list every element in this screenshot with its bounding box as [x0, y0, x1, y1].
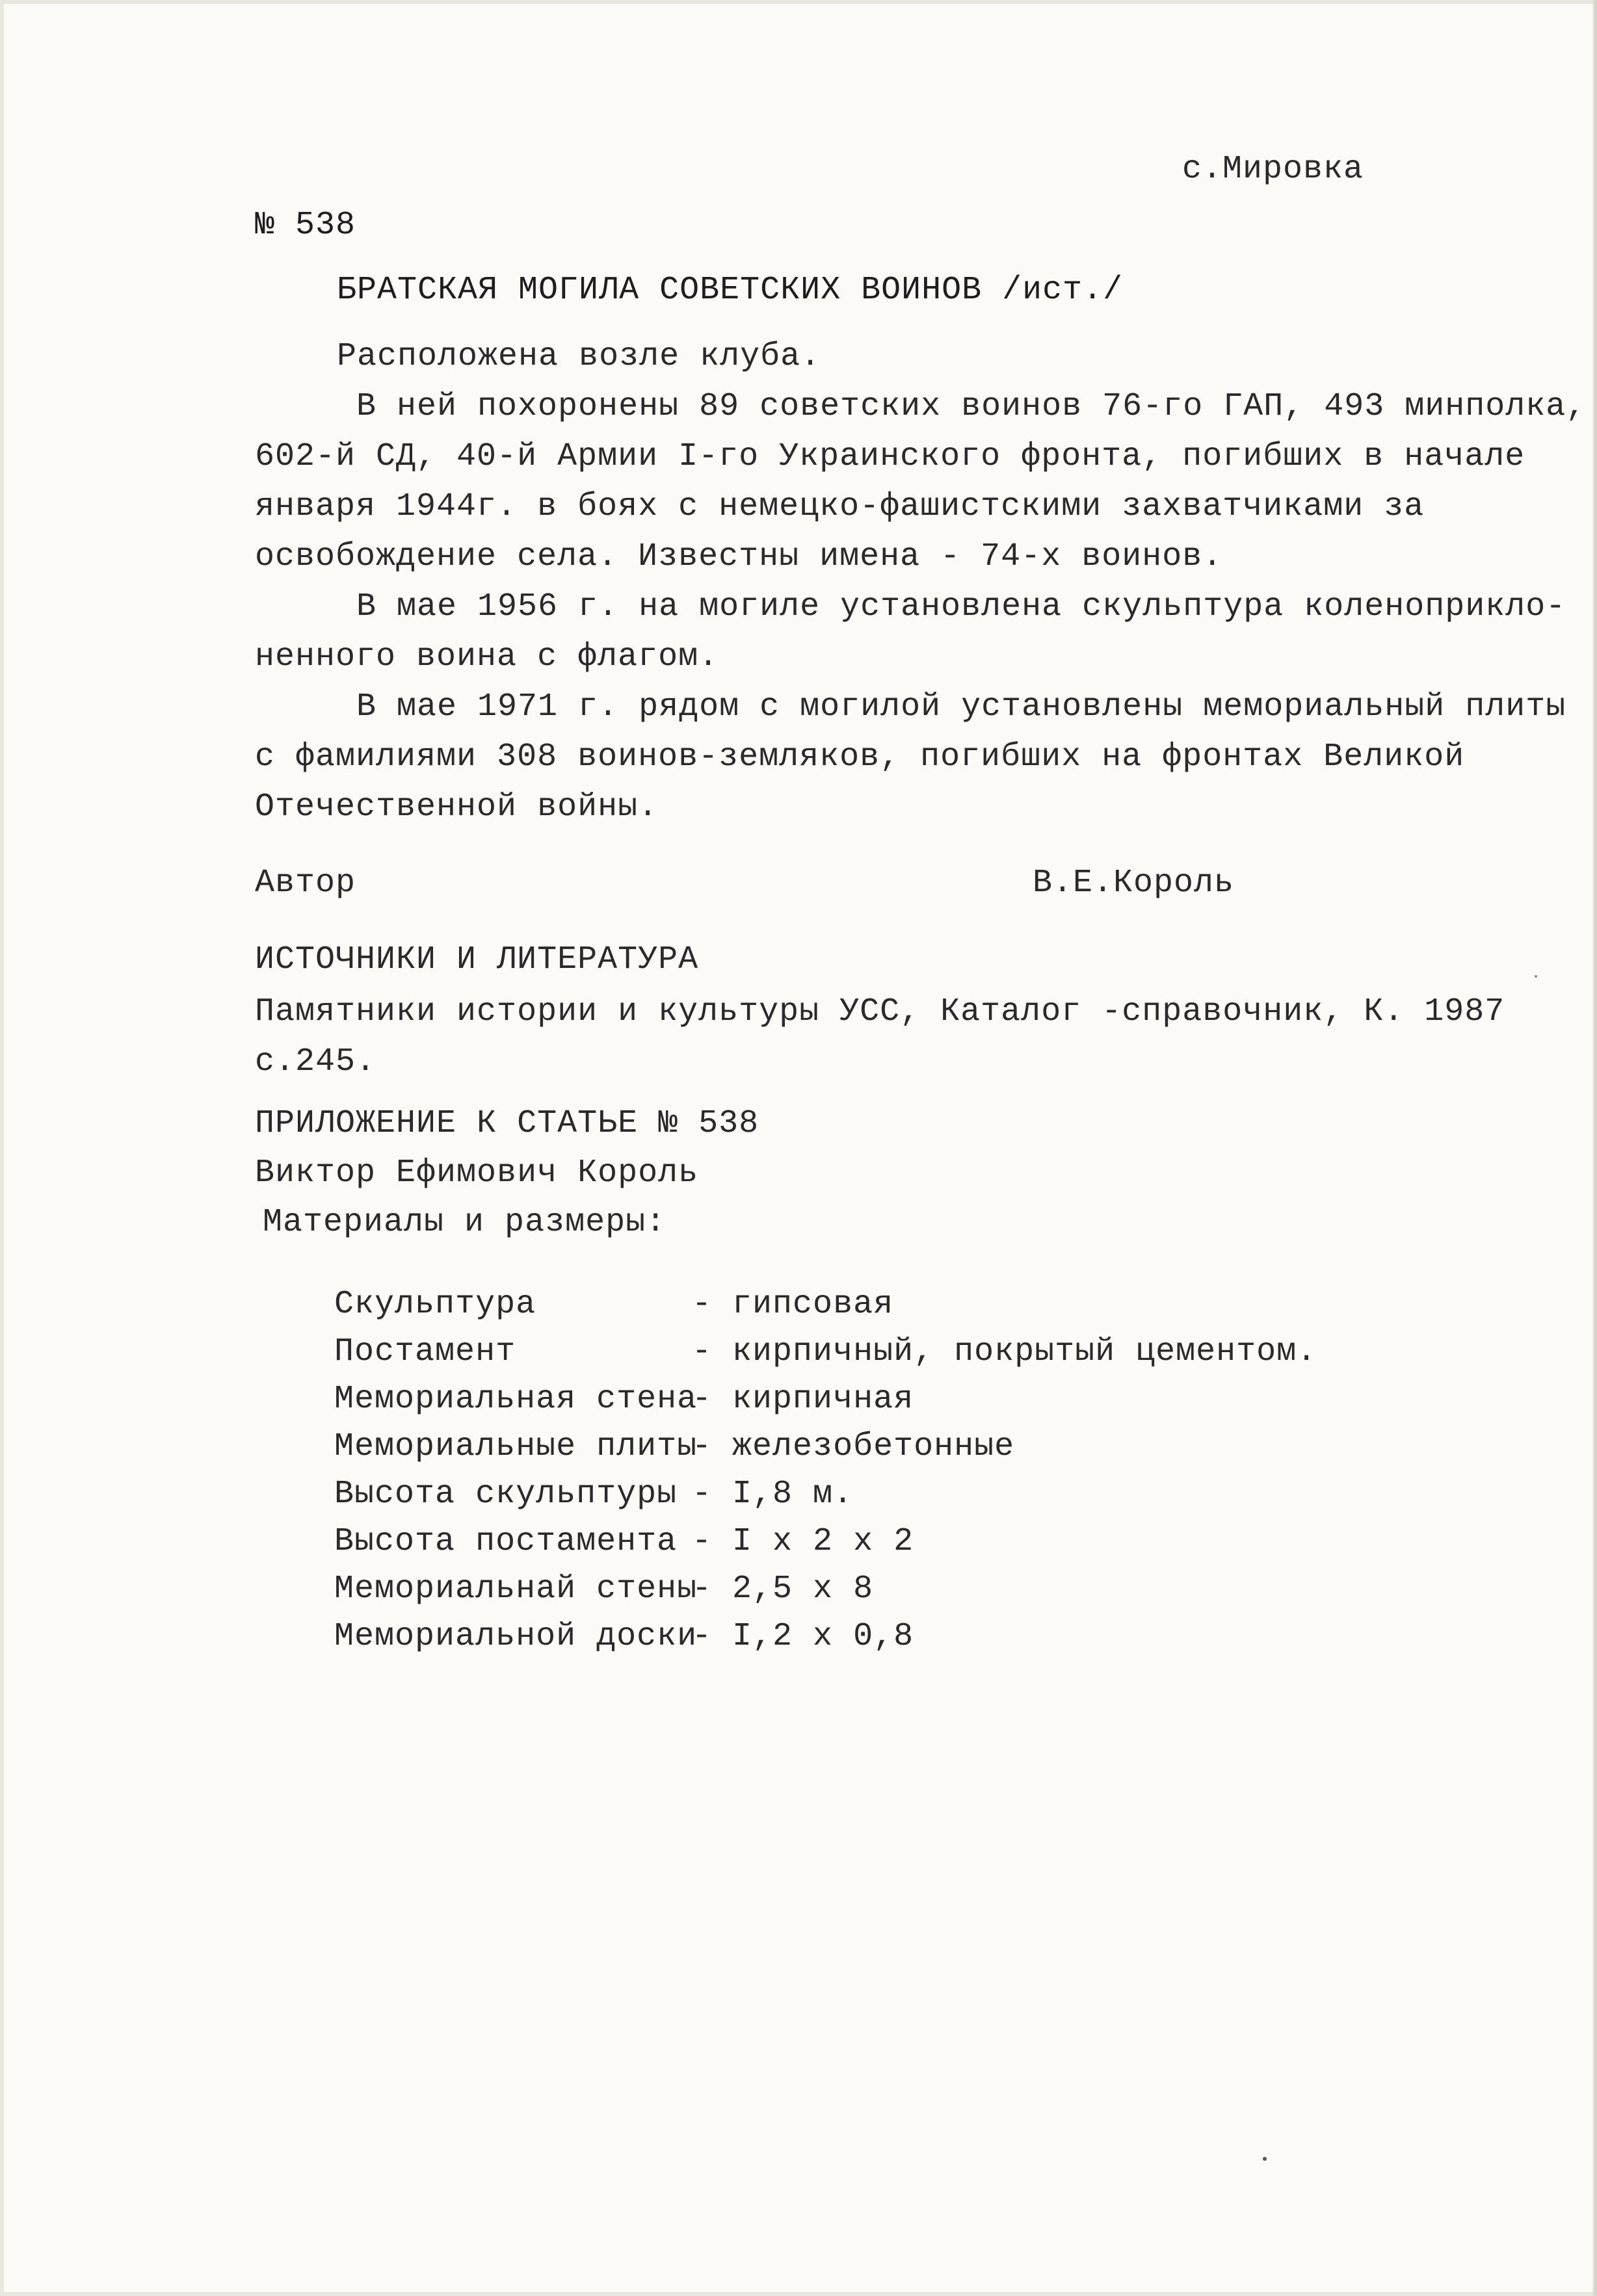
appendix-author: Виктор Ефимович Король [255, 1155, 699, 1192]
material-value: - кирпичный, покрытый цементом. [692, 1333, 1317, 1370]
body-line: 602-й СД, 40-й Армии I-го Украинского фронта, погибших в начале [255, 438, 1525, 475]
material-name: Мемориальная стена [334, 1381, 698, 1418]
author-name: В.Е.Король [1033, 865, 1235, 902]
material-value: - железобетонные [692, 1428, 1015, 1465]
body-line: В ней похоронены 89 советских воинов 76-го ГАП, 493 минполка, [356, 388, 1587, 425]
material-name: Высота скульптуры [334, 1476, 678, 1513]
body-line: Расположена возле клуба. [337, 338, 821, 375]
article-number: № 538 [255, 207, 356, 244]
village-name: с.Мировка [1182, 151, 1364, 188]
material-name: Постамент [334, 1333, 516, 1370]
materials-heading: Материалы и размеры: [263, 1204, 667, 1241]
material-name: Высота постамента [334, 1523, 678, 1560]
body-line: с фамилиями 308 воинов-земляков, погибших на фронтах Великой [255, 738, 1465, 776]
body-line: освобождение села. Известны имена - 74-х воинов. [255, 538, 1223, 575]
material-name: Мемориальной доски [334, 1618, 698, 1655]
body-line: Отечественной войны. [255, 789, 659, 826]
material-value: - I x 2 x 2 [692, 1523, 914, 1560]
material-value: - кирпичная [692, 1381, 914, 1418]
body-line: В мае 1956 г. на могиле установлена скульптура коленоприкло- [356, 588, 1566, 625]
source-pages: с.245. [255, 1043, 376, 1080]
material-name: Мемориальные плиты [334, 1428, 698, 1465]
material-value: - 2,5 x 8 [692, 1571, 874, 1608]
paper-speck [1263, 2157, 1267, 2161]
material-value: - I,8 м. [692, 1476, 854, 1513]
appendix-heading: ПРИЛОЖЕНИЕ К СТАТЬЕ № 538 [255, 1105, 759, 1142]
body-line: января 1944г. в боях с немецко-фашистскими захватчиками за [255, 488, 1425, 525]
body-line: ненного воина с флагом. [255, 638, 719, 675]
material-name: Скульптура [334, 1286, 536, 1323]
source-citation: Памятники истории и культуры УСС, Каталог -справочник, К. 1987 [255, 993, 1505, 1030]
author-label: Автор [255, 865, 356, 902]
material-row [254, 1588, 914, 1686]
material-value: - I,2 x 0,8 [692, 1618, 914, 1655]
sources-heading: ИСТОЧНИКИ И ЛИТЕРАТУРА [255, 941, 699, 978]
paper-speck [1535, 975, 1537, 978]
document-title: БРАТСКАЯ МОГИЛА СОВЕТСКИХ ВОИНОВ /ист./ [337, 272, 1124, 309]
body-line: В мае 1971 г. рядом с могилой установлены мемориальный плиты [356, 688, 1566, 725]
paper-edge-shadow [1592, 0, 1597, 2296]
material-value: - гипсовая [692, 1286, 894, 1323]
material-name: Мемориальнай стены [334, 1571, 698, 1608]
